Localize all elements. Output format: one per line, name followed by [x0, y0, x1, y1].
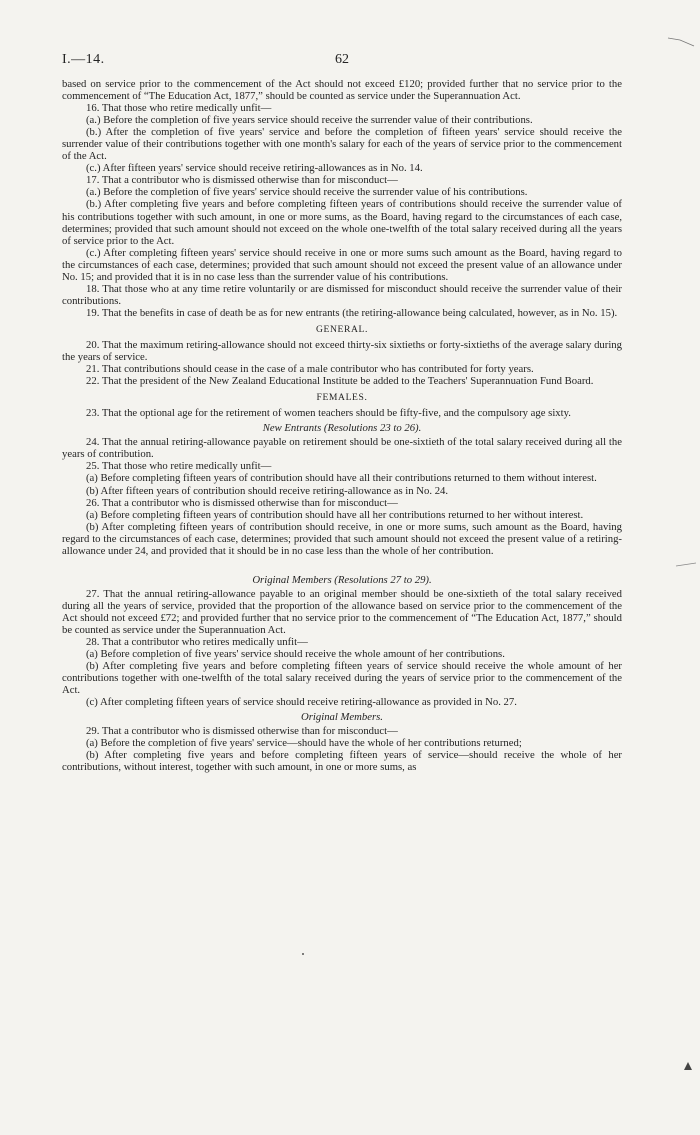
page-header: [62, 52, 622, 72]
section-heading-females: FEMALES.: [316, 392, 368, 404]
resolution-20: 20. That the maximum retiring-allowance should not exceed thirty-six sixtieths or forty-sixtieths of the average salary during the years of service.: [62, 338, 622, 364]
subheading-original-members: Original Members (Resolutions 27 to 29).: [252, 573, 432, 586]
clause: (b.) After completing five years and before completing fifteen years of contributions should receive the surrender value of his contributions together with such amount, in one or more sums, as the Board, having regard to the circumstances of each case, determines; provided that such amount should not exceed on the whole one-twelfth of the total salary received during all the years of service prior to the Act.: [62, 198, 622, 247]
clause: (b) After completing five years and before completing fifteen years of service—should receive the whole of her contributions, without interest, together with such amount, in one or more sums, as: [62, 749, 622, 774]
resolution-25: 25. That those who retire medically unfit—: [86, 460, 272, 473]
margin-scratch-middle: [674, 560, 698, 570]
page-number: 62: [335, 52, 349, 67]
clause: (a.) Before the completion of five years service should receive the surrender value of their contributions.: [86, 114, 533, 127]
paragraph: based on service prior to the commencement of the Act should not exceed £120; provided further that no service prior to the commencement of “The Education Act, 1877,” should be counted as service under the Superannuation Act.: [62, 78, 622, 103]
clause: (a.) Before the completion of five years' service should receive the surrender value of his contributions.: [86, 186, 528, 199]
document-page: [62, 52, 622, 774]
document-body: [62, 78, 622, 774]
clause: (a) Before completing fifteen years of contribution should have all her contributions returned to her without interest.: [86, 508, 584, 521]
resolution-16: 16. That those who retire medically unfit—: [86, 102, 272, 115]
clause: (c.) After completing fifteen years' service should receive in one or more sums such amount as the Board, having regard to the circumstances of each case, determines; provided that such amount should not exceed the present value of an allowance under No. 15; and provided that it is in no case less than the surrender value of his contributions.: [62, 246, 622, 283]
resolution-22: 22. That the president of the New Zealand Educational Institute be added to the Teachers' Superannuation Fund Board.: [86, 375, 594, 388]
clause: (c.) After fifteen years' service should receive retiring-allowances as in No. 14.: [86, 162, 423, 175]
clause: (b) After completing fifteen years of contribution should receive, in one or more sums, such amount as the Board, having regard to the circumstances of each case, determines; provided that such amount should not exceed the present value of a retiring-allowance under 24, and provided that it should be in no case less than the whole of her contribution.: [62, 520, 622, 557]
margin-scratch-top: [666, 34, 696, 48]
resolution-19: 19. That the benefits in case of death be as for new entrants (the retiring-allowance being calculated, however, as in No. 15).: [86, 306, 618, 319]
resolution-21: 21. That contributions should cease in the case of a male contributor who has contributed for forty years.: [86, 363, 534, 376]
document-reference: I.—14.: [62, 52, 105, 67]
resolution-23: 23. That the optional age for the retirement of women teachers should be fifty-five, and the compulsory age sixty.: [86, 407, 571, 420]
clause: (b.) After the completion of five years' service and before the completion of fifteen years' service should receive the surrender value of their contributions together with one month's salary for each of the years of service prior to the commencement of the Act.: [62, 126, 622, 163]
subheading-original-members-2: Original Members.: [301, 711, 383, 724]
clause: (a) Before the completion of five years' service—should have the whole of her contributions returned;: [86, 737, 522, 750]
clause: (b) After completing five years and before completing fifteen years of service should receive the whole amount of her contributions together with one-twelfth of the total salary received during the years of service prior to the commencement of the Act.: [62, 660, 622, 697]
margin-scratch-bottom: [680, 1058, 696, 1074]
clause: (b) After fifteen years of contribution should receive retiring-allowance as in No. 24.: [86, 484, 449, 497]
resolution-18: 18. That those who at any time retire voluntarily or are dismissed for misconduct should receive the surrender value of their contributions.: [62, 282, 622, 307]
spacer: [62, 557, 622, 571]
subheading-new-entrants: New Entrants (Resolutions 23 to 26).: [262, 422, 422, 435]
clause: (c) After completing fifteen years of service should receive retiring-allowance as provided in No. 27.: [86, 696, 517, 709]
resolution-24: 24. That the annual retiring-allowance payable on retirement should be one-sixtieth of the total salary received during all the years of contribution.: [62, 436, 622, 461]
resolution-17: 17. That a contributor who is dismissed otherwise than for misconduct—: [86, 174, 398, 187]
ink-speck: [302, 953, 304, 955]
clause: (a) Before completing fifteen years of contribution should have all their contributions returned to them without interest.: [86, 472, 597, 485]
resolution-26: 26. That a contributor who is dismissed otherwise than for misconduct—: [86, 496, 398, 509]
clause: (a) Before completion of five years' service should receive the whole amount of her contributions.: [86, 648, 505, 661]
section-heading-general: GENERAL.: [316, 323, 368, 335]
resolution-29: 29. That a contributor who is dismissed otherwise than for misconduct—: [86, 725, 398, 738]
resolution-28: 28. That a contributor who retires medically unfit—: [86, 636, 308, 649]
resolution-27: 27. That the annual retiring-allowance payable to an original member should be one-sixtieth of the total salary received during all the years of service, provided that the proportion of the allowance based on service prior to the commencement of the Act should not exceed £72; and provided further that no service prior to the commencement of “The Education Act, 1877,” should be counted as service under the Superannuation Act.: [62, 587, 622, 636]
